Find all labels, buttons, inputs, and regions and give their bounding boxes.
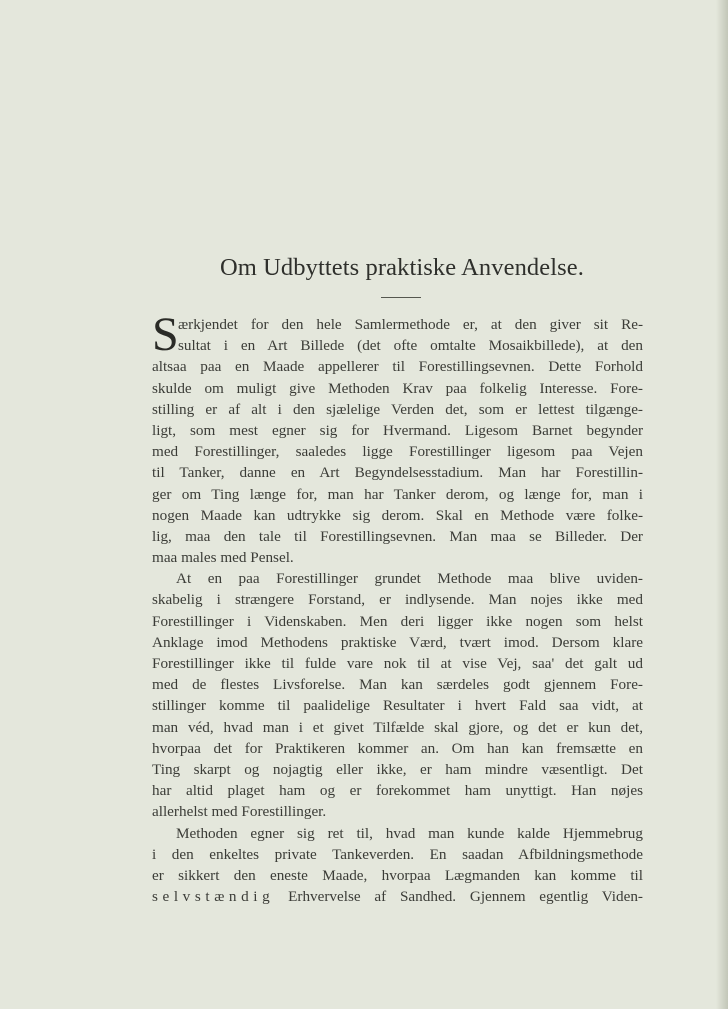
text-line: Forestillinger ikke til fulde vare nok til at vise Vej, saa' det galt ud [152,655,643,672]
text-line: stillinger komme til paalidelige Resultater i hvert Fald saa vidt, at [152,697,643,715]
title-divider [381,297,421,298]
text-line: Ting skarpt og nojagtig eller ikke, er ham mindre væsentligt. Det [152,760,643,778]
text-line: man véd, hvad man i et givet Tilfælde skal gjore, og det er kun det, [152,718,643,736]
text-line: ærkjendet for den hele Samlermethode er, at den giver sit Re- [178,316,643,333]
text-line: Methoden egner sig ret til, hvad man kunde kalde Hjemmebrug [176,824,643,842]
text-line [152,886,643,907]
text-line: har altid plaget ham og er forekommet ham unyttigt. Han nøjes [152,782,643,800]
text-line: lig, maa den tale til Forestillingsevnen. Man maa se Billeder. Der [152,527,643,545]
text-line: altsaa paa en Maade appellerer til Forestillingsevnen. Dette Forhold [152,358,643,376]
text-line: hvorpaa det for Praktikeren kommer an. Om han kan fremsætte en [152,739,643,757]
text-line: med Forestillinger, saaledes ligge Forestillinger ligesom paa Vejen [152,443,643,461]
chapter-title: Om Udbyttets praktiske Anvendelse. [219,254,585,281]
text-line-rest: Erhvervelse af Sandhed. Gjennem egentlig Viden- [288,888,643,906]
text-line: skabelig i strængere Forstand, er indlysende. Man nojes ikke med [152,591,643,609]
text-line: At en paa Forestillinger grundet Methode maa blive uviden- [176,570,643,588]
text-line: ligt, som mest egner sig for Hvermand. Ligesom Barnet begynder [152,421,643,439]
text-line: skulde om muligt give Methoden Krav paa folkelig Interesse. Fore- [152,379,643,397]
page-edge-shadow [716,0,728,1009]
text-line: stilling er af alt i den sjælelige Verden det, som er lettest tilgænge- [152,400,643,418]
emphasized-word: selvstændig [152,888,275,906]
text-line: allerhelst med Forestillinger. [152,803,327,821]
text-line: er sikkert den eneste Maade, hvorpaa Lægmanden kan komme til [152,866,643,884]
body-text [152,308,643,907]
text-line: nogen Maade kan udtrykke sig derom. Skal en Methode være folke- [152,506,643,524]
text-line: Anklage imod Methodens praktiske Værd, tvært imod. Dersom klare [152,633,643,651]
text-line: i den enkeltes private Tankeverden. En saadan Afbildningsmethode [152,845,643,863]
text-line: maa males med Pensel. [152,549,294,567]
text-line: med de flestes Livsforelse. Man kan særdeles godt gjennem Fore- [152,676,643,694]
text-line: Forestillinger i Videnskaben. Men deri ligger ikke nogen som helst [152,612,643,630]
drop-cap: S [152,308,179,361]
text-line: ger om Ting længe for, man har Tanker derom, og længe for, man i [152,485,643,503]
text-line: til Tanker, danne en Art Begyndelsesstadium. Man har Forestillin- [152,464,643,482]
text-line: sultat i en Art Billede (det ofte omtalte Mosaikbillede), at den [178,337,643,355]
